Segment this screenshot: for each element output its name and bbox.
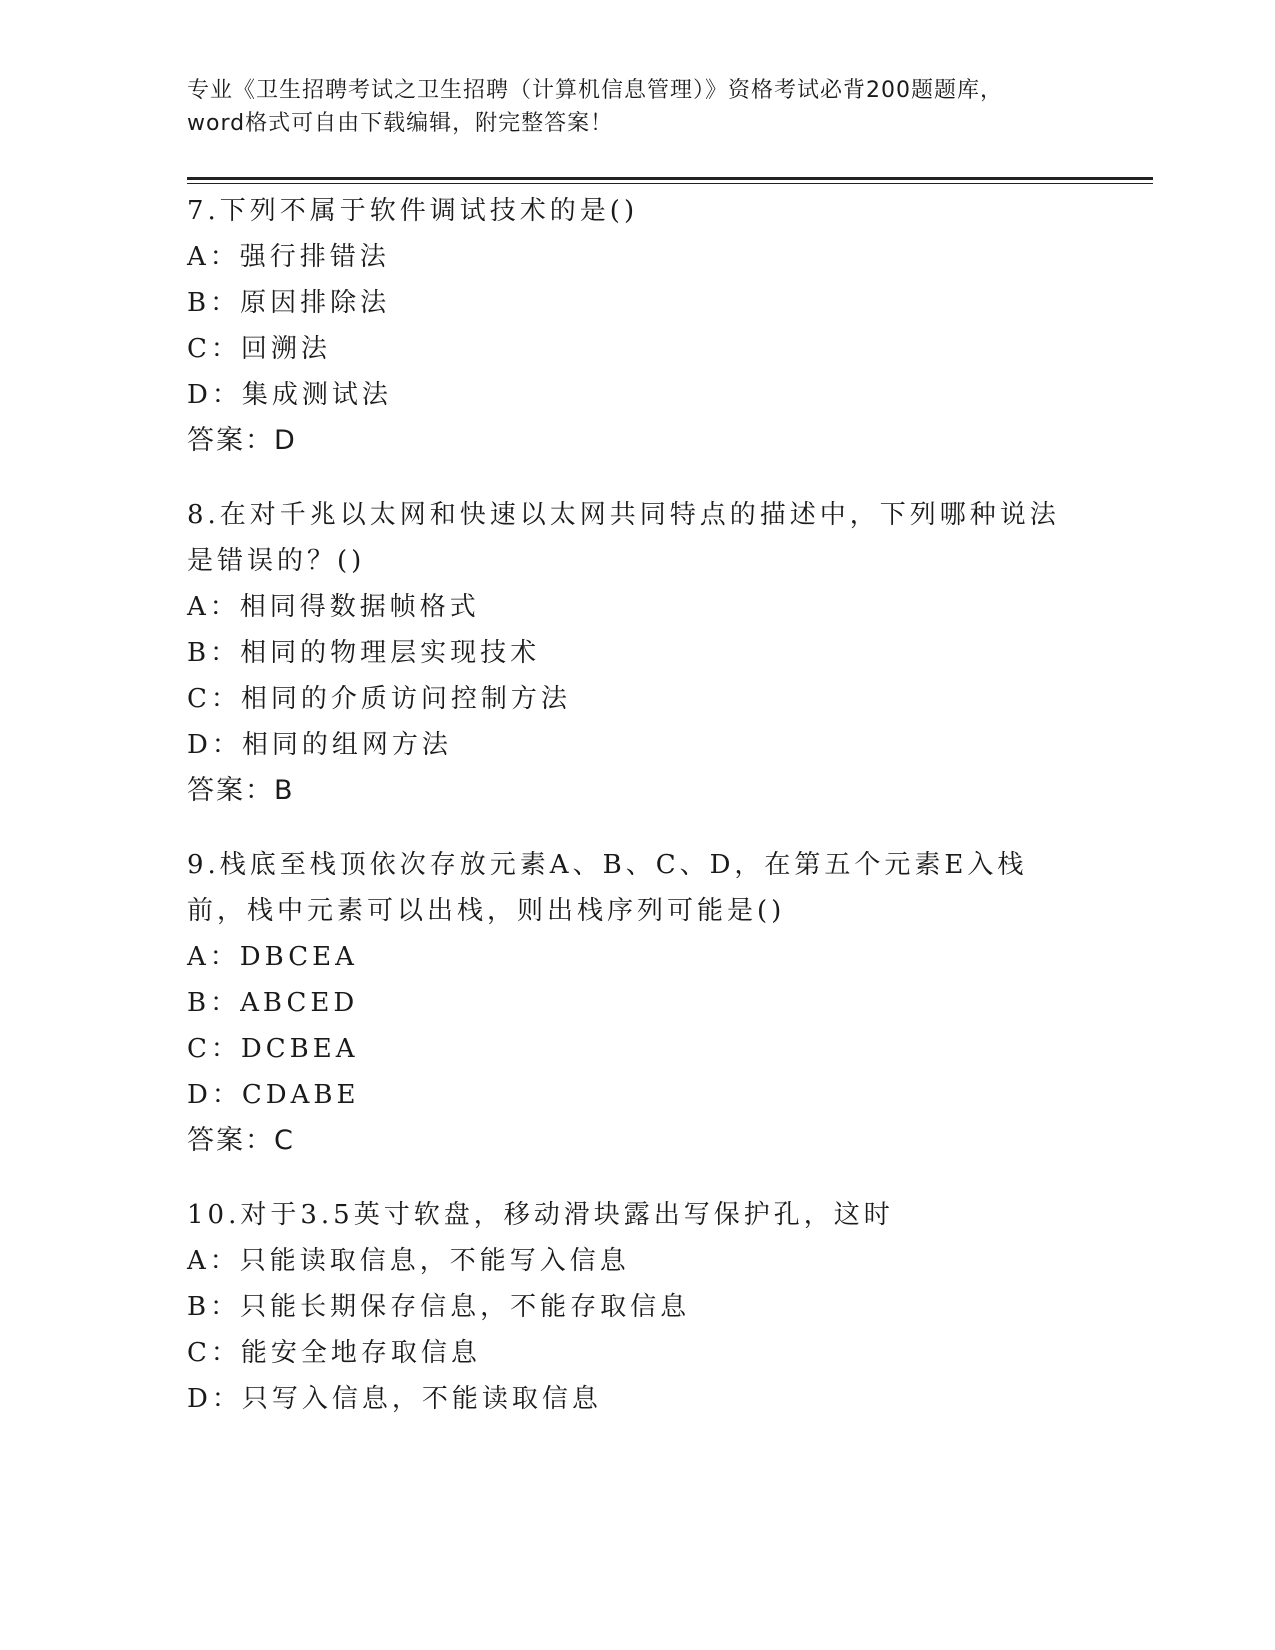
question-8 [187, 492, 1087, 814]
document-header [187, 74, 1087, 140]
option-a: A：强行排错法 [187, 242, 390, 272]
answer-line: 答案：C [187, 1125, 295, 1156]
question-10 [187, 1192, 1087, 1422]
question-list [187, 188, 1087, 1450]
option-a: A：相同得数据帧格式 [187, 592, 480, 622]
option-a: A：DBCEA [187, 942, 358, 972]
header-line-1: 专业《卫生招聘考试之卫生招聘（计算机信息管理）》资格考试必背200题题库， [187, 78, 1003, 103]
option-c: C：能安全地存取信息 [187, 1338, 481, 1368]
option-b: B：只能长期保存信息，不能存取信息 [187, 1292, 691, 1322]
option-a: A：只能读取信息，不能写入信息 [187, 1246, 630, 1276]
option-c: C：相同的介质访问控制方法 [187, 684, 571, 714]
header-divider-thick [187, 177, 1153, 180]
option-d: D：集成测试法 [187, 380, 392, 410]
question-7 [187, 188, 1087, 464]
option-b: B：原因排除法 [187, 288, 391, 318]
answer-line: 答案：B [187, 775, 295, 806]
question-text: 9.栈底至栈顶依次存放元素A、B、C、D，在第五个元素E入栈前，栈中元素可以出栈，则出栈序列可能是() [187, 850, 1028, 926]
question-text: 8.在对千兆以太网和快速以太网共同特点的描述中，下列哪种说法是错误的？() [187, 500, 1060, 576]
option-d: D：CDABE [187, 1080, 360, 1110]
option-c: C：回溯法 [187, 334, 331, 364]
option-d: D：相同的组网方法 [187, 730, 452, 760]
option-c: C：DCBEA [187, 1034, 359, 1064]
question-text: 7.下列不属于软件调试技术的是() [187, 196, 639, 226]
answer-line: 答案：D [187, 425, 297, 456]
option-b: B：相同的物理层实现技术 [187, 638, 541, 668]
option-d: D：只写入信息，不能读取信息 [187, 1384, 602, 1414]
question-9 [187, 842, 1087, 1164]
header-divider-thin [187, 183, 1153, 184]
option-b: B：ABCED [187, 988, 359, 1018]
header-line-2: word格式可自由下载编辑，附完整答案！ [187, 111, 614, 136]
question-text: 10.对于3.5英寸软盘，移动滑块露出写保护孔，这时 [187, 1200, 894, 1230]
